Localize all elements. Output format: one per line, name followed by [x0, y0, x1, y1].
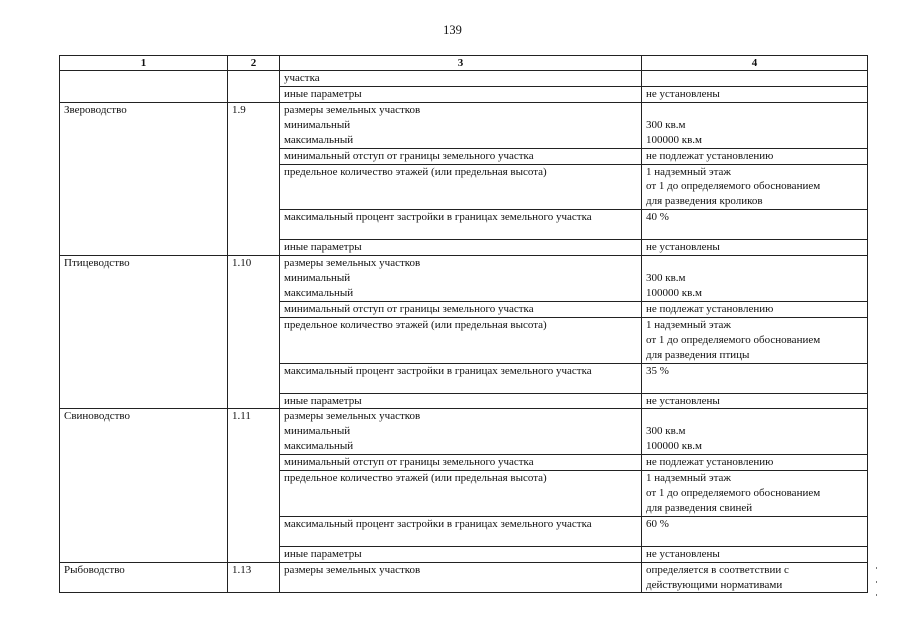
continuation-name-cell	[60, 71, 228, 103]
spacer	[646, 256, 863, 271]
value-cell	[642, 562, 868, 593]
indent-param-cell: минимальный отступ от границы земельного участка	[280, 455, 642, 471]
max-label: максимальный	[284, 440, 354, 453]
coverage-param-cell	[280, 363, 642, 393]
floors-value-3: для разведения свиней	[646, 501, 753, 514]
other-param-cell: иные параметры	[280, 393, 642, 409]
coverage-label: максимальный процент застройки в границах земельного участка	[284, 211, 592, 224]
spacer	[646, 409, 863, 424]
min-label: минимальный	[284, 118, 351, 131]
other-value-cell: не установлены	[642, 393, 868, 409]
min-label: минимальный	[284, 425, 351, 438]
spacer	[646, 103, 863, 118]
table-header-row	[60, 56, 868, 71]
param-cell: участка	[280, 71, 642, 87]
page-number: 139	[443, 23, 462, 37]
max-value: 100000 кв.м	[646, 286, 702, 299]
sizes-value-cell	[642, 256, 868, 302]
coverage-value-cell: 60 %	[642, 516, 868, 546]
min-value: 300 кв.м	[646, 118, 686, 131]
sizes-value-cell	[642, 409, 868, 455]
other-value-cell: не установлены	[642, 546, 868, 562]
param-cell: иные параметры	[280, 87, 642, 103]
group-name: Рыбоводство	[60, 562, 228, 593]
group-code: 1.9	[228, 102, 280, 255]
land-parameters-table	[59, 55, 868, 593]
floors-param-cell: предельное количество этажей (или предельная высота)	[280, 164, 642, 210]
column-header-3: 3	[280, 56, 642, 71]
sizes-label: размеры земельных участков	[284, 103, 421, 116]
column-header-4: 4	[642, 56, 868, 71]
group-name: Птицеводство	[60, 256, 228, 409]
indent-param-cell: минимальный отступ от границы земельного участка	[280, 301, 642, 317]
continuation-code-cell	[228, 71, 280, 103]
min-value: 300 кв.м	[646, 425, 686, 438]
floors-value-2: от 1 до определяемого обоснованием	[646, 180, 821, 193]
min-label: минимальный	[284, 272, 351, 285]
sizes-param-cell	[280, 409, 642, 455]
other-param-cell: иные параметры	[280, 240, 642, 256]
group-name: Свиноводство	[60, 409, 228, 562]
floors-value-3: для разведения кроликов	[646, 195, 763, 208]
max-value: 100000 кв.м	[646, 440, 702, 453]
group-code: 1.11	[228, 409, 280, 562]
min-value: 300 кв.м	[646, 272, 686, 285]
floors-value-3: для разведения птицы	[646, 348, 750, 361]
table-row	[60, 71, 868, 87]
other-value-cell: не установлены	[642, 240, 868, 256]
floors-value-2: от 1 до определяемого обоснованием	[646, 486, 821, 499]
margin-mark	[876, 594, 877, 596]
column-header-2: 2	[228, 56, 280, 71]
margin-mark	[876, 567, 877, 569]
max-label: максимальный	[284, 286, 354, 299]
indent-value-cell: не подлежат установлению	[642, 301, 868, 317]
value-line-1: определяется в соответствии с	[646, 563, 789, 576]
value-line-2: действующими нормативами	[646, 578, 783, 591]
sizes-label: размеры земельных участков	[284, 257, 421, 270]
sizes-param-cell	[280, 102, 642, 148]
max-label: максимальный	[284, 133, 354, 146]
table-row	[60, 102, 868, 148]
value-cell: не установлены	[642, 87, 868, 103]
floors-param-cell: предельное количество этажей (или предельная высота)	[280, 317, 642, 363]
column-header-1: 1	[60, 56, 228, 71]
floors-value-1: 1 надземный этаж	[646, 165, 731, 178]
table-row	[60, 409, 868, 455]
floors-value-2: от 1 до определяемого обоснованием	[646, 333, 821, 346]
table-row	[60, 562, 868, 593]
floors-value-cell	[642, 164, 868, 210]
group-code: 1.10	[228, 256, 280, 409]
coverage-param-cell	[280, 210, 642, 240]
indent-value-cell: не подлежат установлению	[642, 455, 868, 471]
coverage-value-cell: 40 %	[642, 210, 868, 240]
sizes-value-cell	[642, 102, 868, 148]
coverage-label: максимальный процент застройки в границах земельного участка	[284, 364, 592, 377]
table-row	[60, 256, 868, 302]
coverage-param-cell	[280, 516, 642, 546]
sizes-param-cell	[280, 256, 642, 302]
param-cell: размеры земельных участков	[280, 562, 642, 593]
margin-mark	[876, 581, 877, 583]
coverage-label: максимальный процент застройки в границах земельного участка	[284, 517, 592, 530]
floors-value-cell	[642, 317, 868, 363]
indent-param-cell: минимальный отступ от границы земельного участка	[280, 148, 642, 164]
group-code: 1.13	[228, 562, 280, 593]
indent-value-cell: не подлежат установлению	[642, 148, 868, 164]
sizes-label: размеры земельных участков	[284, 410, 421, 423]
value-cell	[642, 71, 868, 87]
other-param-cell: иные параметры	[280, 546, 642, 562]
floors-value-1: 1 надземный этаж	[646, 318, 731, 331]
group-name: Звероводство	[60, 102, 228, 255]
max-value: 100000 кв.м	[646, 133, 702, 146]
floors-value-cell	[642, 471, 868, 517]
floors-value-1: 1 надземный этаж	[646, 472, 731, 485]
coverage-value-cell: 35 %	[642, 363, 868, 393]
floors-param-cell: предельное количество этажей (или предельная высота)	[280, 471, 642, 517]
